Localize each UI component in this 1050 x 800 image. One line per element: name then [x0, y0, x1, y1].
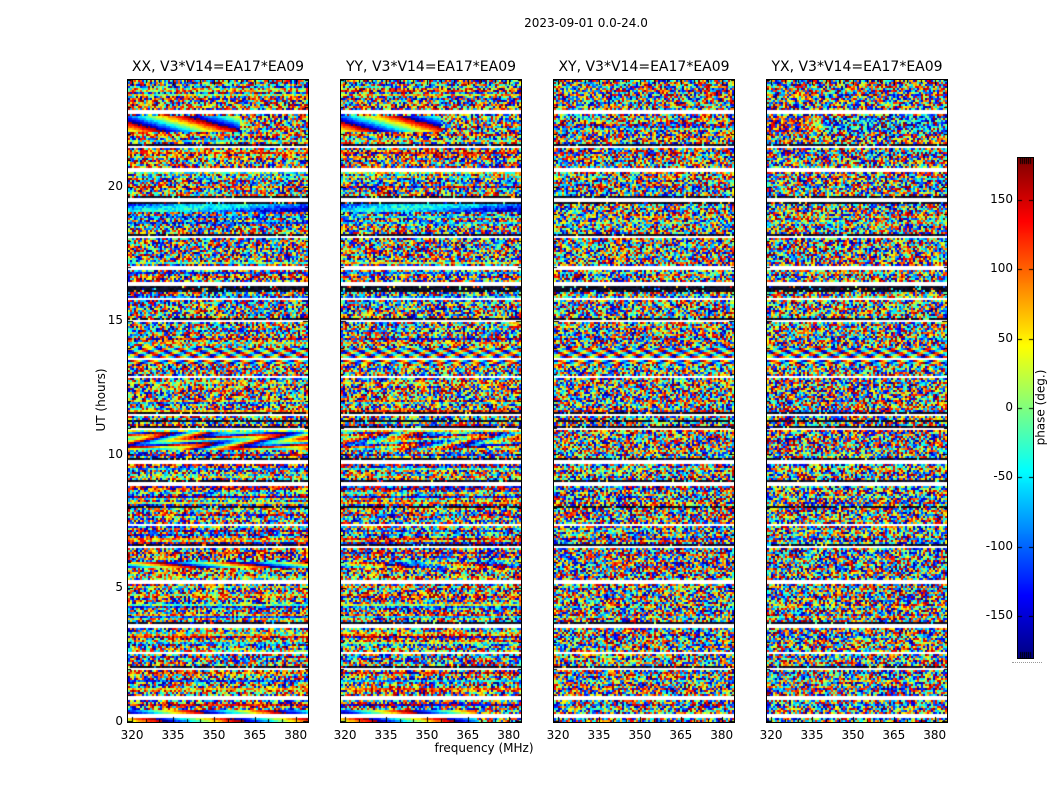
- heatmap-canvas-yx: [767, 80, 947, 722]
- x-tick-label: 335: [374, 728, 398, 742]
- x-tick-label: 350: [841, 728, 865, 742]
- x-tick-label: 320: [759, 728, 783, 742]
- x-tick-label: 335: [800, 728, 824, 742]
- panel-title-yx: YX, V3*V14=EA17*EA09: [771, 59, 943, 75]
- panel-title-xy: XY, V3*V14=EA17*EA09: [558, 59, 730, 75]
- heatmap-canvas-yy: [341, 80, 521, 722]
- x-tick-label: 335: [161, 728, 185, 742]
- x-tick-label: 380: [497, 728, 521, 742]
- heatmap-panel-yx: [766, 79, 948, 723]
- x-tick-label: 365: [882, 728, 906, 742]
- x-tick-label: 320: [120, 728, 144, 742]
- colorbar-tick-label: 50: [997, 330, 1013, 345]
- x-tick-label: 365: [243, 728, 267, 742]
- x-tick-label: 380: [284, 728, 308, 742]
- x-tick-label: 350: [628, 728, 652, 742]
- x-tick-label: 350: [202, 728, 226, 742]
- x-tick-label: 380: [923, 728, 947, 742]
- colorbar-tick-label: 0: [1005, 400, 1013, 414]
- x-tick-label: 335: [587, 728, 611, 742]
- figure-title: 2023-09-01 0.0-24.0: [524, 16, 648, 30]
- x-tick-label: 320: [546, 728, 570, 742]
- colorbar-tick-label: -150: [985, 608, 1013, 623]
- y-axis-label: UT (hours): [94, 368, 108, 432]
- colorbar-tick-label: -100: [985, 538, 1013, 553]
- colorbar-tick-label: -50: [993, 469, 1013, 484]
- colorbar-canvas: [1018, 158, 1033, 658]
- x-tick-label: 350: [415, 728, 439, 742]
- panel-title-xx: XX, V3*V14=EA17*EA09: [131, 59, 305, 75]
- colorbar-tick-label: 150: [990, 191, 1013, 206]
- x-tick-label: 380: [710, 728, 734, 742]
- colorbar-label: phase (deg.): [1033, 369, 1048, 446]
- panel-title-yy: YY, V3*V14=EA17*EA09: [345, 59, 517, 75]
- colorbar-end-dots: [1012, 662, 1042, 663]
- colorbar-tick-label: 100: [990, 261, 1013, 276]
- colorbar: [1017, 157, 1034, 659]
- x-tick-label: 365: [669, 728, 693, 742]
- y-tick-label: 10: [107, 446, 123, 461]
- y-tick-label: 0: [115, 714, 123, 728]
- x-tick-label: 365: [456, 728, 480, 742]
- heatmap-canvas-xy: [554, 80, 734, 722]
- y-tick-label: 15: [107, 312, 123, 327]
- heatmap-canvas-xx: [128, 80, 308, 722]
- y-tick-label: 5: [115, 580, 123, 595]
- x-axis-label: frequency (MHz): [434, 741, 534, 755]
- x-tick-label: 320: [333, 728, 357, 742]
- heatmap-panel-xy: [553, 79, 735, 723]
- heatmap-panel-xx: [127, 79, 309, 723]
- heatmap-panel-yy: [340, 79, 522, 723]
- y-tick-label: 20: [107, 179, 123, 193]
